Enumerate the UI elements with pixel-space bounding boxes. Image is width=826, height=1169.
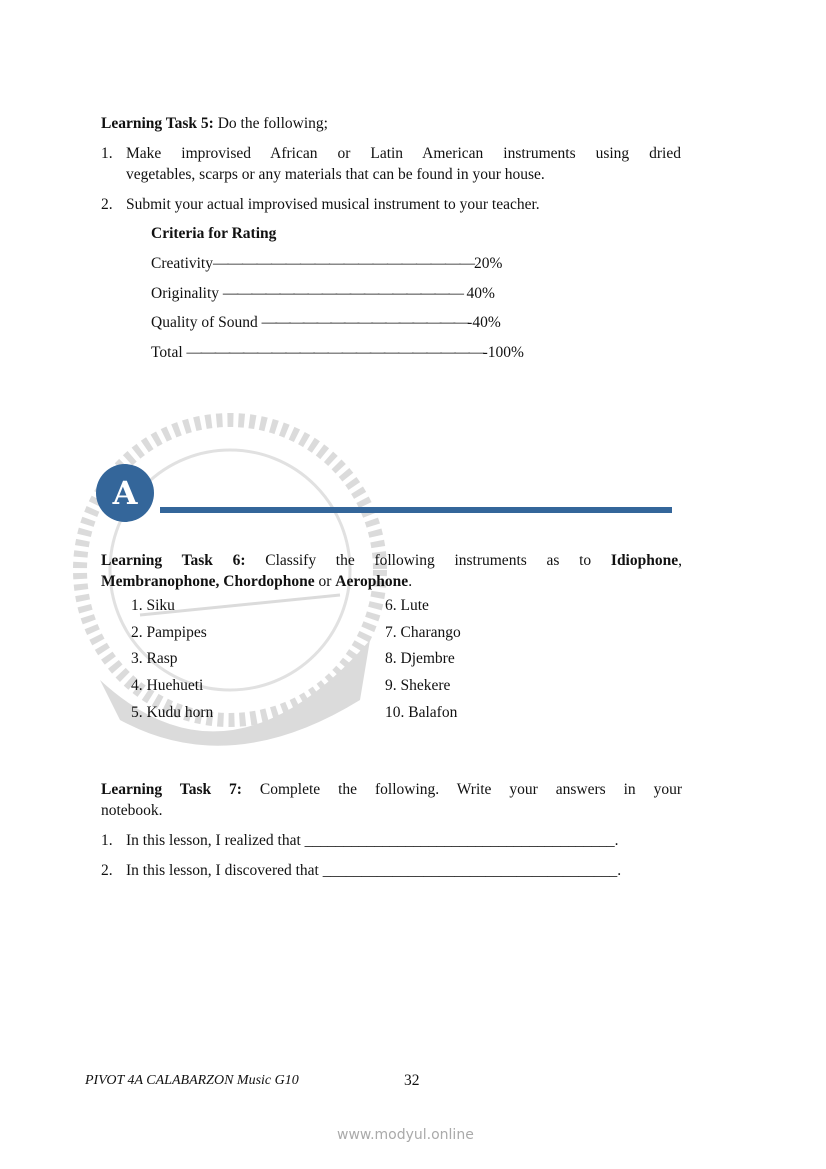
task7-heading-line1: Learning Task 7: Complete the following. Write your answers in your	[101, 781, 682, 798]
instrument-item: 6. Lute	[385, 597, 429, 614]
instrument-item: 2. Pampipes	[131, 624, 207, 641]
instrument-item: 4. Huehueti	[131, 677, 204, 694]
task6-heading-line2: Membranophone, Chordophone or Aerophone.	[101, 573, 413, 590]
instrument-item: 10. Balafon	[385, 704, 458, 721]
task5-item-1-line1: Make improvised African or Latin American instruments using dried	[126, 145, 681, 162]
criteria-row: Quality of Sound ———————————————-40%	[151, 314, 501, 331]
criteria-title: Criteria for Rating	[151, 225, 277, 242]
instrument-item: 7. Charango	[385, 624, 461, 641]
site-watermark: www.modyul.online	[337, 1127, 474, 1143]
instrument-item: 3. Rasp	[131, 650, 178, 667]
instrument-item: 9. Shekere	[385, 677, 451, 694]
section-badge: A	[96, 464, 154, 522]
instrument-item: 5. Kudu horn	[131, 704, 214, 721]
task7-item-1: In this lesson, I realized that ________________________________________.	[126, 832, 619, 849]
task7-item-2: In this lesson, I discovered that ______________________________________.	[126, 862, 622, 879]
task7-item-num: 2.	[101, 862, 113, 879]
task5-heading: Learning Task 5: Do the following;	[101, 115, 328, 132]
criteria-row: Total —————————————————————-100%	[151, 344, 524, 361]
task5-item-2: Submit your actual improvised musical instrument to your teacher.	[126, 196, 540, 213]
instrument-item: 1. Siku	[131, 597, 175, 614]
task5-item-num: 1.	[101, 145, 113, 162]
footer-title: PIVOT 4A CALABARZON Music G10	[85, 1073, 299, 1088]
task7-item-num: 1.	[101, 832, 113, 849]
task5-item-1-line2: vegetables, scarps or any materials that can be found in your house.	[126, 166, 545, 183]
task5-item-num: 2.	[101, 196, 113, 213]
task6-heading-line1: Learning Task 6: Classify the following instruments as to Idiophone,	[101, 552, 682, 569]
task7-heading-line2: notebook.	[101, 802, 163, 819]
instrument-item: 8. Djembre	[385, 650, 455, 667]
section-divider	[160, 507, 672, 513]
criteria-row: Originality ————————————————— 40%	[151, 285, 495, 302]
criteria-row: Creativity——————————————————20%	[151, 255, 503, 272]
page-number: 32	[404, 1072, 420, 1089]
